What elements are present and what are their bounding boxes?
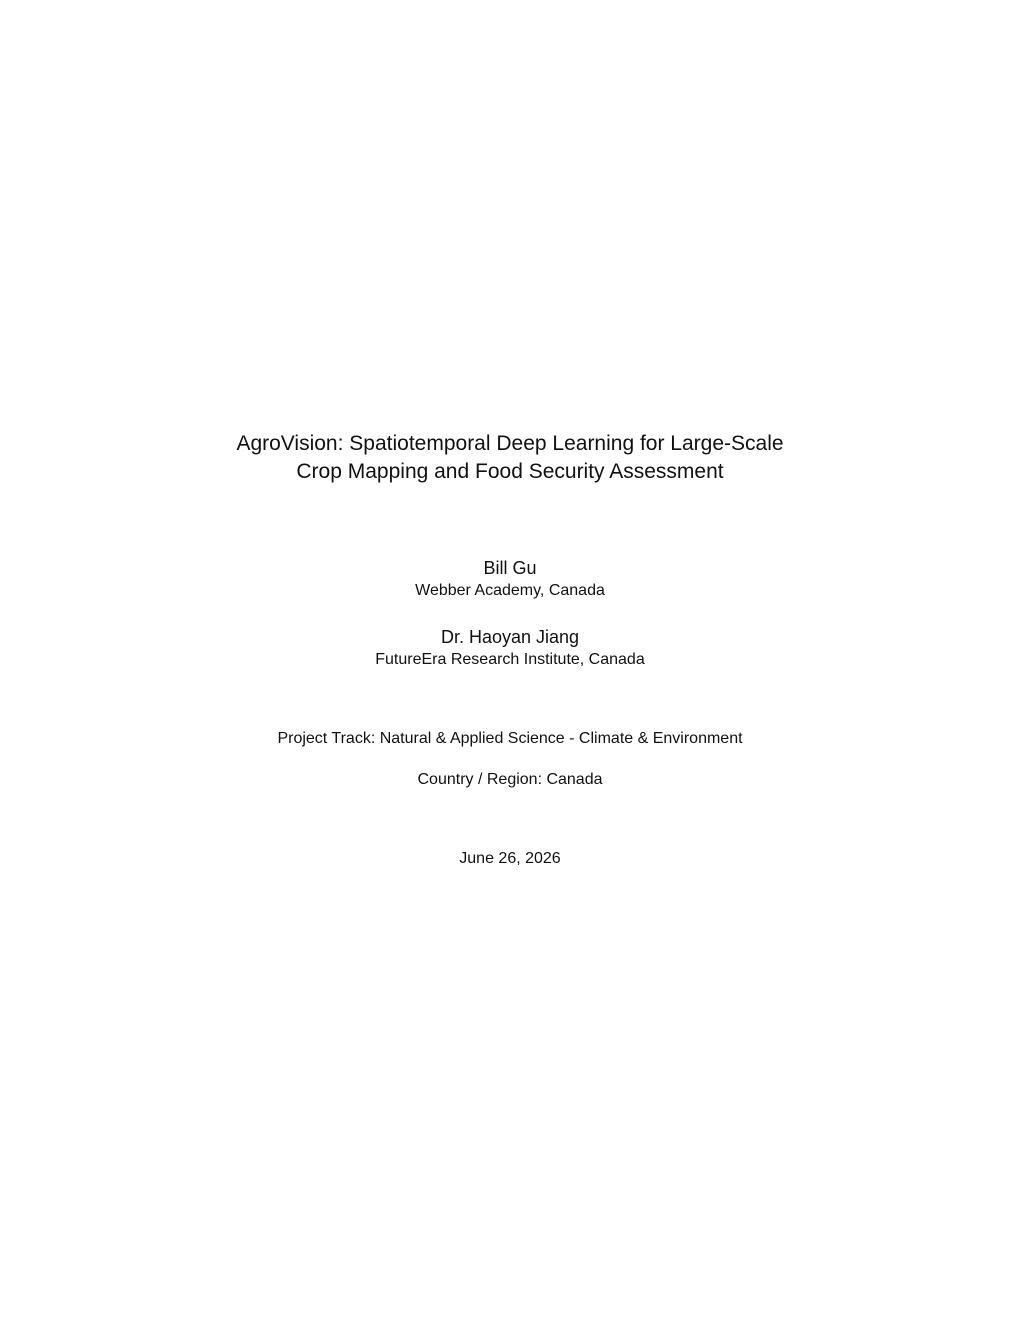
project-track: Project Track: Natural & Applied Science - Climate & Environment bbox=[277, 730, 743, 747]
author-name-2: Dr. Haoyan Jiang bbox=[440, 627, 580, 647]
paper-title-line-2: Crop Mapping and Food Security Assessment bbox=[296, 460, 724, 483]
country-region: Country / Region: Canada bbox=[417, 771, 603, 788]
author-affiliation-2: FutureEra Research Institute, Canada bbox=[375, 651, 645, 668]
paper-title-line-1: AgroVision: Spatiotemporal Deep Learning for Large-Scale bbox=[236, 432, 784, 455]
author-name-1: Bill Gu bbox=[483, 558, 537, 578]
paper-date: June 26, 2026 bbox=[459, 850, 561, 867]
author-affiliation-1: Webber Academy, Canada bbox=[415, 582, 605, 599]
